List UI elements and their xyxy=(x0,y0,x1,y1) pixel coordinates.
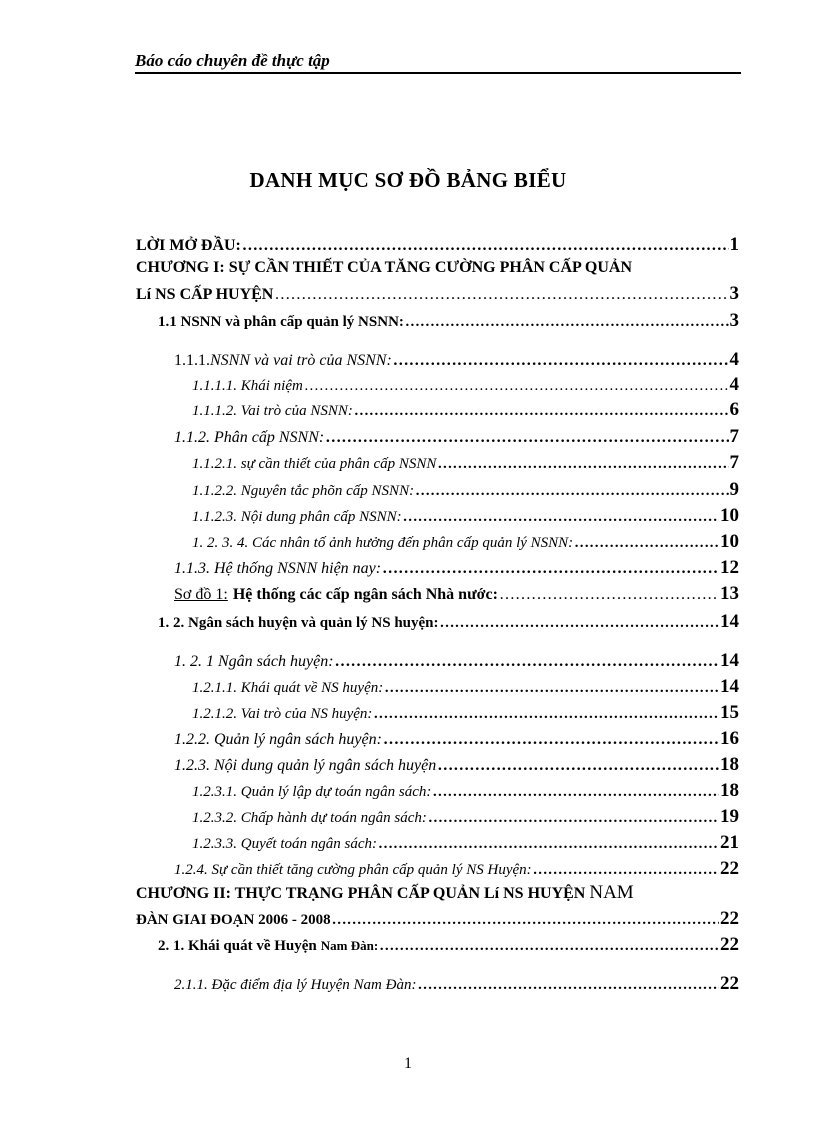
toc-entry-text: 2.1.1. Đặc điểm địa lý Huyện Nam Đàn: xyxy=(174,977,417,993)
toc-leader xyxy=(274,286,728,304)
toc-entry-text: 1.2.3.2. Chấp hành dự toán ngân sách: xyxy=(192,810,427,826)
toc-leader xyxy=(378,836,719,853)
toc-entry-text: 1.1.1.1. Khái niệm xyxy=(192,378,303,394)
toc-page-number: 10 xyxy=(720,531,739,552)
toc-leader xyxy=(325,429,728,447)
toc-entry-1-1-1-1 xyxy=(192,374,739,396)
toc-entry-1-2-4 xyxy=(174,858,739,880)
toc-page-number: 15 xyxy=(720,702,739,723)
toc-page-number: 13 xyxy=(720,583,739,604)
page-header xyxy=(135,50,741,74)
toc-page-number: 1 xyxy=(729,234,739,255)
toc-entry-chuong1-line1: CHƯƠNG I: SỰ CẦN THIẾT CỦA TĂNG CƯỜNG PHÂN CẤP QUẢN xyxy=(136,259,633,276)
toc-leader xyxy=(428,810,719,827)
toc-page-number: 22 xyxy=(720,858,739,879)
toc-leader xyxy=(432,784,719,801)
toc-page-number: 4 xyxy=(729,349,739,370)
toc-entry-text: 2. 1. Khái quát về Huyện xyxy=(158,938,317,954)
toc-entry-text: 1.1.2.2. Nguyên tắc phõn cấp NSNN: xyxy=(192,483,415,499)
toc-entry-1-2-2 xyxy=(174,728,739,750)
toc-page-number: 22 xyxy=(720,934,739,955)
toc-leader xyxy=(574,535,719,552)
toc-leader xyxy=(332,912,719,929)
toc-page-number: 14 xyxy=(720,676,739,697)
toc-entry-text: LỜI MỞ ĐẦU: xyxy=(136,237,241,254)
toc-entry-2-1-1 xyxy=(174,973,739,995)
toc-page-number: 14 xyxy=(720,650,739,671)
toc-page-number: 3 xyxy=(729,310,739,331)
toc-entry-text: 1. 2. 3. 4. Các nhân tố ảnh hưởng đến phân cấp quản lý NSNN: xyxy=(192,535,574,551)
toc-entry-text: 1.2.3.1. Quản lý lập dự toán ngân sách: xyxy=(192,784,432,800)
toc-entry-chuong2-line1 xyxy=(136,882,634,904)
toc-entry-1-1-2-3 xyxy=(192,505,739,527)
toc-page-number: 6 xyxy=(729,399,739,420)
toc-entry-text: 1.2.1.1. Khái quát về NS huyện: xyxy=(192,680,384,696)
toc-page-number: 16 xyxy=(720,728,739,749)
toc-entry-text: 1.1.2.1. sự cần thiết của phân cấp NSNN xyxy=(192,456,437,472)
toc-leader xyxy=(440,615,720,632)
toc-entry-text: 1.1.2. Phân cấp NSNN: xyxy=(174,429,325,446)
toc-page-number: 12 xyxy=(720,557,739,578)
toc-entry-1-1-2-1 xyxy=(192,452,739,474)
toc-entry-text: 1.2.3. Nội dung quản lý ngân sách huyện xyxy=(174,757,437,774)
toc-page-number: 22 xyxy=(720,973,739,994)
toc-page-number: 21 xyxy=(720,832,739,853)
toc-page-number: 7 xyxy=(729,426,739,447)
toc-entry-text: ĐÀN GIAI ĐOẠN 2006 - 2008 xyxy=(136,912,331,928)
toc-leader xyxy=(354,403,729,420)
toc-entry-text: Hệ thống các cấp ngân sách Nhà nước: xyxy=(232,586,498,603)
toc-leader xyxy=(383,731,719,749)
toc-entry-so-do-1 xyxy=(174,583,739,605)
toc-entry-1-1-1-2 xyxy=(192,399,739,421)
toc-entry-1-1-1 xyxy=(174,349,739,371)
toc-page-number: 19 xyxy=(720,806,739,827)
toc-entry-text: 1.1.1.2. Vai trò của NSNN: xyxy=(192,403,353,419)
toc-entry-1-1-2-2 xyxy=(192,479,739,501)
toc-leader xyxy=(405,314,729,331)
toc-leader xyxy=(304,378,729,395)
toc-entry-1-2-1-2 xyxy=(192,702,739,724)
toc-entry-text-small: Nam Đàn: xyxy=(320,938,379,953)
toc-entry-text: NSNN và vai trò của NSNN: xyxy=(210,352,392,369)
header-text: Báo cáo chuyên đề thực tập xyxy=(135,51,330,70)
toc-page-number: 14 xyxy=(720,611,739,632)
toc-leader xyxy=(533,862,719,879)
toc-page-number: 9 xyxy=(729,479,739,500)
toc-entry-1-1-3 xyxy=(174,557,739,579)
toc-entry-text: 1.2.2. Quản lý ngân sách huyện: xyxy=(174,731,382,748)
toc-page-number: 3 xyxy=(729,283,739,304)
figure-label: Sơ đồ 1: xyxy=(174,586,228,603)
toc-entry-text: 1.2.3.3. Quyết toán ngân sách: xyxy=(192,836,377,852)
toc-leader xyxy=(415,483,728,500)
toc-leader xyxy=(384,680,719,697)
toc-entry-1-2-3 xyxy=(174,754,739,776)
toc-entry-text: 1.2.1.2. Vai trò của NS huyện: xyxy=(192,706,373,722)
toc-page-number: 10 xyxy=(720,505,739,526)
toc-leader xyxy=(499,586,719,604)
toc-entry-1-2-3-1 xyxy=(192,780,739,802)
toc-entry-1-2 xyxy=(158,611,739,633)
toc-page-number: 18 xyxy=(720,754,739,775)
toc-entry-chuong1 xyxy=(136,283,739,305)
toc-leader xyxy=(335,653,719,671)
toc-entry-text: 1.2.4. Sự cần thiết tăng cường phân cấp quản lý NS Huyện: xyxy=(174,862,532,878)
toc-page-number: 18 xyxy=(720,780,739,801)
toc-entry-1-2-3-4 xyxy=(192,531,739,553)
toc-entry-text: 1.1.3. Hệ thống NSNN hiện nay: xyxy=(174,560,382,577)
toc-entry-text: 1.1 NSNN và phân cấp quản lý NSNN: xyxy=(158,314,404,330)
toc-leader xyxy=(393,352,729,370)
toc-page-number: 7 xyxy=(729,452,739,473)
toc-entry-2-1 xyxy=(158,934,739,956)
toc-leader xyxy=(382,560,719,578)
chuong2-line1-text: CHƯƠNG II: THỰC TRẠNG PHÂN CẤP QUẢN Lí NS HUYỆN xyxy=(136,885,586,902)
toc-entry-1-2-1 xyxy=(174,650,739,672)
toc-entry-text: 1. 2. 1 Ngân sách huyện: xyxy=(174,653,334,670)
toc-leader xyxy=(242,237,729,255)
toc-leader xyxy=(379,938,719,955)
toc-leader xyxy=(437,456,728,473)
toc-entry-loi-mo-dau xyxy=(136,234,739,256)
toc-entry-text: 1. 2. Ngân sách huyện và quản lý NS huyện: xyxy=(158,615,439,631)
toc-entry-1-1-2 xyxy=(174,426,739,448)
toc-leader xyxy=(403,509,719,526)
page-title: DANH MỤC SƠ ĐỒ BẢNG BIỂU xyxy=(249,168,567,192)
toc-entry-text: 1.1.2.3. Nội dung phân cấp NSNN: xyxy=(192,509,402,525)
toc-entry-prefix: 1.1.1. xyxy=(174,352,210,369)
toc-leader xyxy=(437,757,719,775)
toc-page-number: 4 xyxy=(729,374,739,395)
toc-entry-1-2-3-3 xyxy=(192,832,739,854)
page-number: 1 xyxy=(404,1055,412,1072)
toc-leader xyxy=(417,977,719,994)
toc-leader xyxy=(373,706,719,723)
toc-page-number: 22 xyxy=(720,908,739,929)
toc-entry-chuong2 xyxy=(136,908,739,930)
toc-entry-1-1 xyxy=(158,310,739,332)
toc-entry-1-2-3-2 xyxy=(192,806,739,828)
toc-entry-text: Lí NS CẤP HUYỆN xyxy=(136,286,274,303)
chuong2-line1-end: NAM xyxy=(589,882,634,903)
toc-entry-1-2-1-1 xyxy=(192,676,739,698)
